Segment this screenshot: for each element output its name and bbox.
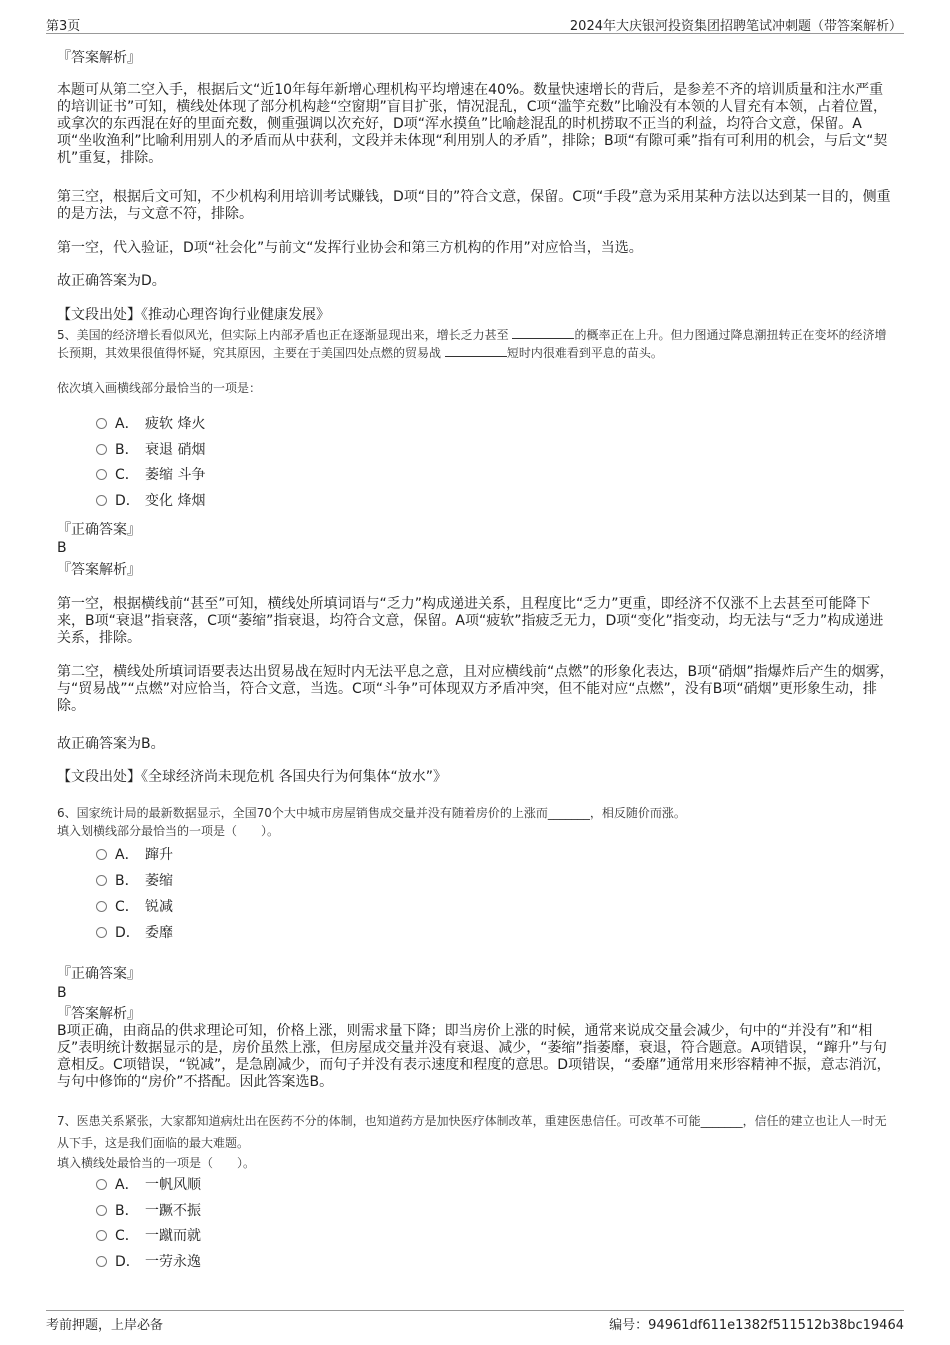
- page-header: [0, 0, 950, 34]
- option-letter: A．: [115, 1177, 139, 1193]
- radio-icon[interactable]: [96, 849, 107, 860]
- option-text: 疲软 烽火: [145, 416, 206, 432]
- q6-analysis-p1: B项正确，由商品的供求理论可知，价格上涨，则需求量下降；即当房价上涨的时候，通常来说成交量会减少，句中的“并没有”和“相反”表明统计数据显示的是，房价虽然上涨，但房屋成交量并没有衰退、减少，“萎缩”指萎靡，衰退，符合题意。A项错误，“蹿升”与句意相反。C项错误，“锐减”，是急剧减少，而句子并没有表示速度和程度的意思。D项错误，“委靡”通常用来形容精神不振，意志消沉，与句中修饰的“房价”不搭配。因此答案选B。: [57, 1023, 891, 1090]
- option-text: 萎缩 斗争: [145, 467, 206, 483]
- q4-analysis-label: 『答案解析』: [57, 50, 141, 66]
- q5-analysis-p3: 故正确答案为B。: [57, 736, 165, 752]
- option-text: 锐减: [145, 899, 173, 915]
- option-letter: C．: [115, 467, 139, 483]
- q5-stem-a: 5、美国的经济增长看似风光，但实际上内部矛盾也正在逐渐显现出来，增长乏力甚至: [57, 328, 509, 342]
- q7-option-d[interactable]: [96, 1254, 201, 1271]
- q5-answer: B: [57, 540, 67, 556]
- header-divider: [46, 33, 904, 34]
- q5-option-d[interactable]: [96, 493, 205, 510]
- q4-source: 【文段出处】《推动心理咨询行业健康发展》: [57, 307, 330, 323]
- q5-stem-b: 的概率正在上升。但力图通过降息潮扭转正在变坏的经济增长预期，其效果很值得怀疑，究其原因，主要在于美国四处点燃的贸易战: [57, 328, 887, 360]
- q5-answer-label: 『正确答案』: [57, 522, 141, 538]
- q5-option-b[interactable]: [96, 442, 205, 459]
- q5-blank-1: [512, 326, 574, 339]
- radio-icon[interactable]: [96, 495, 107, 506]
- radio-icon[interactable]: [96, 1205, 107, 1216]
- footer-slogan: 考前押题，上岸必备: [46, 1318, 164, 1333]
- q5-source: 【文段出处】《全球经济尚未现危机 各国央行为何集体“放水”》: [57, 769, 447, 785]
- radio-icon[interactable]: [96, 901, 107, 912]
- option-letter: D．: [115, 493, 140, 509]
- option-text: 变化 烽烟: [145, 493, 206, 509]
- footer-divider: [46, 1310, 904, 1311]
- footer-code: 编号：94961df611e1382f511512b38bc19464: [609, 1318, 904, 1333]
- q6-analysis-label: 『答案解析』: [57, 1006, 141, 1022]
- radio-icon[interactable]: [96, 418, 107, 429]
- q6-answer-label: 『正确答案』: [57, 966, 141, 982]
- q5-analysis-label: 『答案解析』: [57, 562, 141, 578]
- option-text: 一蹴而就: [145, 1228, 201, 1244]
- option-letter: B．: [115, 873, 139, 889]
- q5-prompt: 依次填入画横线部分最恰当的一项是：: [57, 381, 262, 395]
- radio-icon[interactable]: [96, 1256, 107, 1267]
- option-text: 萎缩: [145, 873, 173, 889]
- q6-option-c[interactable]: [96, 899, 173, 916]
- q4-analysis-p2: 第三空，根据后文可知，不少机构利用培训考试赚钱，D项“目的”符合文意，保留。C项“手段”意为采用某种方法以达到某一目的，侧重的是方法，与文意不符，排除。: [57, 189, 891, 222]
- option-letter: C．: [115, 899, 139, 915]
- radio-icon[interactable]: [96, 927, 107, 938]
- q4-analysis-p3: 第一空，代入验证，D项“社会化”与前文“发挥行业协会和第三方机构的作用”对应恰当，当选。: [57, 240, 643, 256]
- q4-analysis-p1: 本题可从第二空入手，根据后文“近10年每年新增心理机构平均增速在40%。数量快速增长的背后，是参差不齐的培训质量和注水严重的培训证书”可知，横线处体现了部分机构趁“空窗期”盲目扩张，情况混乱，C项“滥竽充数”比喻没有本领的人冒充有本领，占着位置，或拿次的东西混在好的里面充数，侧重强调以次充好，D项“浑水摸鱼”比喻趁混乱的时机捞取不正当的利益，均符合文意，保留。A项“坐收渔利”比喻利用别人的矛盾而从中获利，文段并未体现“利用别人的矛盾”，排除；B项“有隙可乘”指有可利用的机会，与后文“契机”重复，排除。: [57, 82, 888, 166]
- option-text: 一帆风顺: [145, 1177, 201, 1193]
- q5-analysis-p2: 第二空，横线处所填词语要表达出贸易战在短时内无法平息之意，且对应横线前“点燃”的形象化表达，B项“硝烟”指爆炸后产生的烟雾，与“贸易战”“点燃”对应恰当，符合文意，当选。C项“斗争”可体现双方矛盾冲突，但不能对应“点燃”，没有B项“硝烟”更形象生动，排除。: [57, 664, 894, 714]
- radio-icon[interactable]: [96, 1230, 107, 1241]
- q5-option-c[interactable]: [96, 467, 205, 484]
- option-letter: D．: [115, 925, 140, 941]
- q4-analysis-p4: 故正确答案为D。: [57, 273, 166, 289]
- q7-option-a[interactable]: [96, 1177, 201, 1194]
- option-letter: B．: [115, 1203, 139, 1219]
- q7-stem: 7、医患关系紧张，大家都知道病灶出在医药不分的体制，也知道药方是加快医疗体制改革，重建医患信任。可改革不可能_______，信任的建立也让人一时无从下手，这是我们面临的最大难题。: [57, 1114, 887, 1150]
- option-letter: A．: [115, 416, 139, 432]
- radio-icon[interactable]: [96, 469, 107, 480]
- q6-stem: 6、国家统计局的最新数据显示，全国70个大中城市房屋销售成交量并没有随着房价的上涨而_______，相反随价而涨。: [57, 806, 686, 820]
- document-title: 2024年大庆银河投资集团招聘笔试冲刺题（带答案解析）: [569, 19, 902, 34]
- option-text: 蹿升: [145, 847, 173, 863]
- option-letter: A．: [115, 847, 139, 863]
- page-number: 第3页: [46, 19, 81, 34]
- radio-icon[interactable]: [96, 444, 107, 455]
- option-text: 一蹶不振: [145, 1203, 201, 1219]
- option-text: 委靡: [145, 925, 173, 941]
- q6-prompt: 填入划横线部分最恰当的一项是（ ）。: [57, 824, 280, 838]
- option-text: 衰退 硝烟: [145, 442, 206, 458]
- q5-stem: [57, 326, 897, 362]
- q7-option-c[interactable]: [96, 1228, 201, 1245]
- option-letter: B．: [115, 442, 139, 458]
- q6-answer: B: [57, 985, 67, 1001]
- q7-prompt: 填入横线处最恰当的一项是（ ）。: [57, 1156, 256, 1170]
- q6-option-b[interactable]: [96, 873, 173, 890]
- q7-option-b[interactable]: [96, 1203, 201, 1220]
- option-letter: D．: [115, 1254, 140, 1270]
- q6-option-a[interactable]: [96, 847, 173, 864]
- q5-analysis-p1: 第一空，根据横线前“甚至”可知，横线处所填词语与“乏力”构成递进关系，且程度比“乏力”更重，即经济不仅涨不上去甚至可能降下来，B项“衰退”指衰落，C项“萎缩”指衰退，均符合文意，保留。A项“疲软”指疲乏无力，D项“变化”指变动，均无法与“乏力”构成递进关系，排除。: [57, 596, 884, 646]
- q5-stem-c: 短时内很难看到平息的苗头。: [506, 346, 663, 360]
- radio-icon[interactable]: [96, 875, 107, 886]
- radio-icon[interactable]: [96, 1179, 107, 1190]
- q5-option-a[interactable]: [96, 416, 205, 433]
- option-text: 一劳永逸: [145, 1254, 201, 1270]
- q6-option-d[interactable]: [96, 925, 173, 942]
- q5-blank-2: [445, 344, 507, 357]
- option-letter: C．: [115, 1228, 139, 1244]
